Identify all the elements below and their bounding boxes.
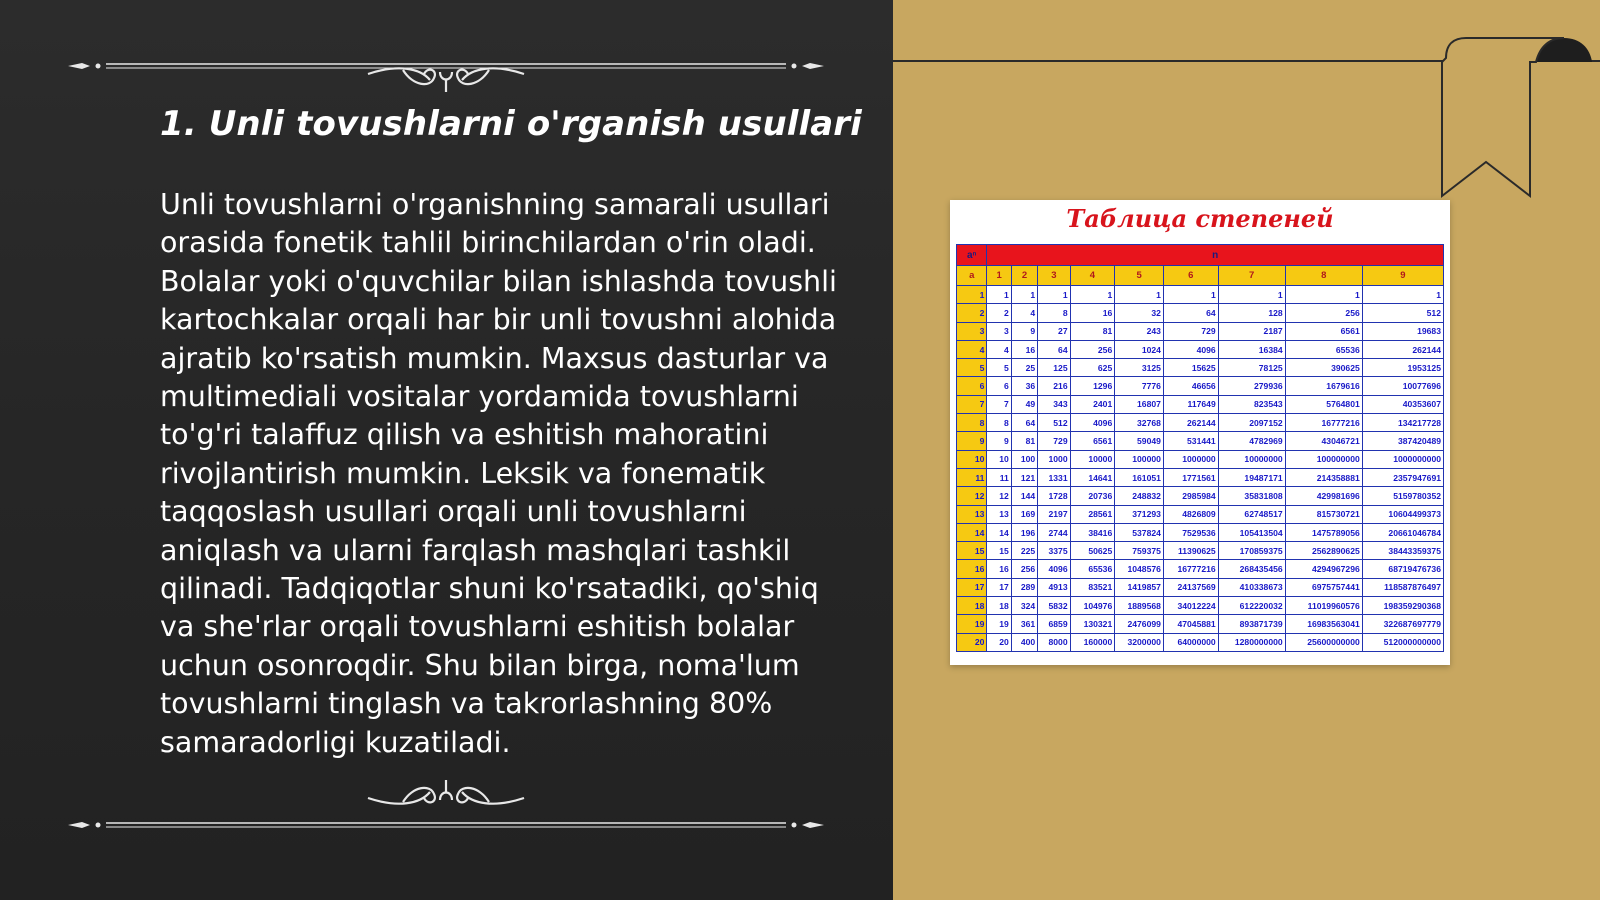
table-cell: 262144: [1362, 340, 1443, 358]
table-cell: 20736: [1070, 487, 1115, 505]
table-cell: 7: [987, 395, 1011, 413]
table-cell: 125: [1038, 359, 1070, 377]
table-cell: 196: [1011, 523, 1037, 541]
table-cell: 81: [1070, 322, 1115, 340]
table-cell: 3: [987, 322, 1011, 340]
table-cell: 1475789056: [1285, 523, 1362, 541]
table-cell: 25: [1011, 359, 1037, 377]
table-cell: 19: [987, 615, 1011, 633]
table-cell: 1419857: [1115, 578, 1164, 596]
base-cell: 7: [957, 395, 987, 413]
table-cell: 214358881: [1285, 468, 1362, 486]
table-cell: 1889568: [1115, 597, 1164, 615]
table-cell: 4782969: [1218, 432, 1285, 450]
table-cell: 6859: [1038, 615, 1070, 633]
table-cell: 2197: [1038, 505, 1070, 523]
table-row: [957, 322, 1444, 340]
slide-title: 1. Unli tovushlarni o'rganish usullari: [160, 104, 862, 144]
base-cell: 11: [957, 468, 987, 486]
table-cell: 8: [987, 414, 1011, 432]
power-table-body: [957, 245, 1444, 652]
base-cell: 13: [957, 505, 987, 523]
table-cell: 1: [987, 286, 1011, 304]
table-cell: 4096: [1163, 340, 1218, 358]
table-cell: 16777216: [1285, 414, 1362, 432]
table-cell: 3375: [1038, 542, 1070, 560]
table-cell: 823543: [1218, 395, 1285, 413]
table-cell: 5159780352: [1362, 487, 1443, 505]
table-cell: 1000000: [1163, 450, 1218, 468]
table-cell: 1: [1011, 286, 1037, 304]
table-cell: 893871739: [1218, 615, 1285, 633]
table-cell: 4: [987, 340, 1011, 358]
table-row: [957, 304, 1444, 322]
table-cell: 2187: [1218, 322, 1285, 340]
table-cell: 62748517: [1218, 505, 1285, 523]
table-cell: 35831808: [1218, 487, 1285, 505]
base-cell: 20: [957, 633, 987, 651]
table-cell: 2744: [1038, 523, 1070, 541]
table-corner-label: aⁿ: [957, 245, 987, 266]
table-cell: 322687697779: [1362, 615, 1443, 633]
table-cell: 32: [1115, 304, 1164, 322]
table-cell: 34012224: [1163, 597, 1218, 615]
table-cell: 7776: [1115, 377, 1164, 395]
exponent-header-cell: 6: [1163, 266, 1218, 286]
table-cell: 6561: [1285, 322, 1362, 340]
table-row: [957, 542, 1444, 560]
table-cell: 243: [1115, 322, 1164, 340]
table-cell: 537824: [1115, 523, 1164, 541]
base-cell: 16: [957, 560, 987, 578]
table-cell: 5764801: [1285, 395, 1362, 413]
table-cell: 170859375: [1218, 542, 1285, 560]
table-row: [957, 432, 1444, 450]
table-cell: 100: [1011, 450, 1037, 468]
table-cell: 4096: [1038, 560, 1070, 578]
table-cell: 4: [1011, 304, 1037, 322]
table-cell: 1296: [1070, 377, 1115, 395]
table-cell: 15625: [1163, 359, 1218, 377]
table-cell: 248832: [1115, 487, 1164, 505]
table-cell: 1048576: [1115, 560, 1164, 578]
table-cell: 1771561: [1163, 468, 1218, 486]
table-cell: 10000: [1070, 450, 1115, 468]
table-cell: 16: [1070, 304, 1115, 322]
table-cell: 68719476736: [1362, 560, 1443, 578]
table-cell: 10000000: [1218, 450, 1285, 468]
table-cell: 612220032: [1218, 597, 1285, 615]
base-cell: 14: [957, 523, 987, 541]
table-cell: 32768: [1115, 414, 1164, 432]
table-row: [957, 377, 1444, 395]
exponent-header-label: n: [987, 245, 1444, 266]
table-cell: 262144: [1163, 414, 1218, 432]
table-cell: 11019960576: [1285, 597, 1362, 615]
base-cell: 1: [957, 286, 987, 304]
slide-body-text: Unli tovushlarni o'rganishning samarali usullari orasida fonetik tahlil birinchilardan o'rin oladi. Bolalar yoki o'quvchilar bilan ishlashda tovushli kartochkalar orqali har bir unli tovushni alohida ajratib ko'rsatish mumkin. Maxsus dasturlar va multimediali vositalar yordamida tovushlarni to'g'ri talaffuz qilish va eshitish mahoratini rivojlantirish mumkin. Leksik va fonematik taqqoslash usullari orqali unli tovushlarni aniqlash va ularni farqlash mashqlari tashkil qilinadi. Tadqiqotlar shuni ko'rsatadiki, qo'shiq va she'rlar orqali tovushlarni eshitish bolalar uchun osonroqdir. Shu bilan birga, noma'lum tovushlarni tinglash va takrorlashning 80% samaradorligi kuzatiladi.: [160, 188, 837, 759]
table-cell: 64: [1011, 414, 1037, 432]
table-row: [957, 560, 1444, 578]
table-cell: 19487171: [1218, 468, 1285, 486]
table-row: [957, 359, 1444, 377]
table-row: [957, 450, 1444, 468]
table-cell: 64000000: [1163, 633, 1218, 651]
table-cell: 16777216: [1163, 560, 1218, 578]
exponent-header-cell: 8: [1285, 266, 1362, 286]
table-cell: 3125: [1115, 359, 1164, 377]
base-cell: 6: [957, 377, 987, 395]
table-cell: 1: [1362, 286, 1443, 304]
table-cell: 38443359375: [1362, 542, 1443, 560]
table-cell: 18: [987, 597, 1011, 615]
table-cell: 50625: [1070, 542, 1115, 560]
table-cell: 121: [1011, 468, 1037, 486]
table-cell: 4294967296: [1285, 560, 1362, 578]
table-cell: 65536: [1285, 340, 1362, 358]
table-cell: 17: [987, 578, 1011, 596]
table-cell: 256: [1285, 304, 1362, 322]
table-cell: 198359290368: [1362, 597, 1443, 615]
table-cell: 38416: [1070, 523, 1115, 541]
base-cell: 10: [957, 450, 987, 468]
table-cell: 1000: [1038, 450, 1070, 468]
power-table: [956, 244, 1444, 652]
table-cell: 28561: [1070, 505, 1115, 523]
table-cell: 324: [1011, 597, 1037, 615]
table-cell: 83521: [1070, 578, 1115, 596]
table-cell: 343: [1038, 395, 1070, 413]
table-cell: 512: [1362, 304, 1443, 322]
table-cell: 5832: [1038, 597, 1070, 615]
table-cell: 104976: [1070, 597, 1115, 615]
table-cell: 2401: [1070, 395, 1115, 413]
table-cell: 1: [1163, 286, 1218, 304]
table-cell: 8000: [1038, 633, 1070, 651]
table-cell: 78125: [1218, 359, 1285, 377]
table-row: [957, 340, 1444, 358]
base-cell: 12: [957, 487, 987, 505]
table-cell: 36: [1011, 377, 1037, 395]
base-cell: 3: [957, 322, 987, 340]
table-cell: 1: [1285, 286, 1362, 304]
table-cell: 2476099: [1115, 615, 1164, 633]
table-row: [957, 578, 1444, 596]
table-cell: 14641: [1070, 468, 1115, 486]
table-cell: 1: [1070, 286, 1115, 304]
table-cell: 1679616: [1285, 377, 1362, 395]
bottom-ornament-divider: [68, 780, 824, 830]
table-cell: 15: [987, 542, 1011, 560]
table-cell: 43046721: [1285, 432, 1362, 450]
table-cell: 46656: [1163, 377, 1218, 395]
table-cell: 100000: [1115, 450, 1164, 468]
table-cell: 64: [1038, 340, 1070, 358]
table-cell: 16: [987, 560, 1011, 578]
table-cell: 134217728: [1362, 414, 1443, 432]
table-cell: 1331: [1038, 468, 1070, 486]
table-cell: 279936: [1218, 377, 1285, 395]
base-cell: 2: [957, 304, 987, 322]
table-cell: 7529536: [1163, 523, 1218, 541]
top-ornament-divider: [68, 42, 824, 92]
table-cell: 19683: [1362, 322, 1443, 340]
exponent-header-cell: 7: [1218, 266, 1285, 286]
table-cell: 11390625: [1163, 542, 1218, 560]
base-cell: 19: [957, 615, 987, 633]
bookmark-ribbon-icon: [1430, 34, 1600, 204]
table-cell: 815730721: [1285, 505, 1362, 523]
table-cell: 6: [987, 377, 1011, 395]
exponent-header-cell: 5: [1115, 266, 1164, 286]
power-table-image: [950, 200, 1450, 665]
table-cell: 11: [987, 468, 1011, 486]
table-cell: 1953125: [1362, 359, 1443, 377]
base-cell: 15: [957, 542, 987, 560]
table-cell: 144: [1011, 487, 1037, 505]
table-cell: 2985984: [1163, 487, 1218, 505]
table-cell: 169: [1011, 505, 1037, 523]
table-cell: 4913: [1038, 578, 1070, 596]
table-cell: 16983563041: [1285, 615, 1362, 633]
table-cell: 1: [1115, 286, 1164, 304]
table-cell: 256: [1070, 340, 1115, 358]
table-row: [957, 395, 1444, 413]
table-cell: 4826809: [1163, 505, 1218, 523]
table-cell: 1024: [1115, 340, 1164, 358]
exponent-header-cell: 9: [1362, 266, 1443, 286]
table-cell: 289: [1011, 578, 1037, 596]
table-cell: 729: [1038, 432, 1070, 450]
table-cell: 2562890625: [1285, 542, 1362, 560]
table-cell: 361: [1011, 615, 1037, 633]
table-cell: 429981696: [1285, 487, 1362, 505]
table-cell: 81: [1011, 432, 1037, 450]
table-cell: 16807: [1115, 395, 1164, 413]
table-cell: 216: [1038, 377, 1070, 395]
exponent-header-cell: 3: [1038, 266, 1070, 286]
table-cell: 371293: [1115, 505, 1164, 523]
table-cell: 3200000: [1115, 633, 1164, 651]
table-cell: 531441: [1163, 432, 1218, 450]
table-cell: 65536: [1070, 560, 1115, 578]
table-cell: 759375: [1115, 542, 1164, 560]
table-cell: 10077696: [1362, 377, 1443, 395]
table-cell: 10604499373: [1362, 505, 1443, 523]
table-cell: 4096: [1070, 414, 1115, 432]
exponent-header-cell: 2: [1011, 266, 1037, 286]
table-cell: 49: [1011, 395, 1037, 413]
table-cell: 1280000000: [1218, 633, 1285, 651]
table-cell: 10: [987, 450, 1011, 468]
table-cell: 400: [1011, 633, 1037, 651]
table-cell: 24137569: [1163, 578, 1218, 596]
table-exponent-row: [957, 266, 1444, 286]
table-cell: 12: [987, 487, 1011, 505]
table-cell: 9: [1011, 322, 1037, 340]
table-cell: 25600000000: [1285, 633, 1362, 651]
table-cell: 100000000: [1285, 450, 1362, 468]
base-cell: 18: [957, 597, 987, 615]
table-cell: 256: [1011, 560, 1037, 578]
table-cell: 20: [987, 633, 1011, 651]
table-cell: 14: [987, 523, 1011, 541]
base-cell: 17: [957, 578, 987, 596]
table-cell: 161051: [1115, 468, 1164, 486]
base-cell: 5: [957, 359, 987, 377]
table-cell: 225: [1011, 542, 1037, 560]
table-cell: 1: [1218, 286, 1285, 304]
table-cell: 5: [987, 359, 1011, 377]
table-cell: 47045881: [1163, 615, 1218, 633]
table-cell: 130321: [1070, 615, 1115, 633]
table-cell: 512: [1038, 414, 1070, 432]
table-cell: 410338673: [1218, 578, 1285, 596]
table-cell: 128: [1218, 304, 1285, 322]
table-cell: 268435456: [1218, 560, 1285, 578]
table-row: [957, 286, 1444, 304]
base-cell: 4: [957, 340, 987, 358]
table-row: [957, 487, 1444, 505]
table-cell: 117649: [1163, 395, 1218, 413]
table-cell: 625: [1070, 359, 1115, 377]
table-row: [957, 633, 1444, 651]
table-cell: 160000: [1070, 633, 1115, 651]
table-cell: 64: [1163, 304, 1218, 322]
table-header-row: [957, 245, 1444, 266]
table-row: [957, 597, 1444, 615]
table-cell: 6975757441: [1285, 578, 1362, 596]
table-row: [957, 523, 1444, 541]
table-row: [957, 615, 1444, 633]
base-cell: 8: [957, 414, 987, 432]
table-cell: 2357947691: [1362, 468, 1443, 486]
table-cell: 27: [1038, 322, 1070, 340]
table-cell: 2: [987, 304, 1011, 322]
table-cell: 20661046784: [1362, 523, 1443, 541]
exponent-header-cell: 4: [1070, 266, 1115, 286]
table-cell: 105413504: [1218, 523, 1285, 541]
table-cell: 2097152: [1218, 414, 1285, 432]
table-cell: 1728: [1038, 487, 1070, 505]
table-row: [957, 468, 1444, 486]
base-cell: 9: [957, 432, 987, 450]
table-cell: 13: [987, 505, 1011, 523]
table-cell: 40353607: [1362, 395, 1443, 413]
table-cell: 1: [1038, 286, 1070, 304]
table-cell: 512000000000: [1362, 633, 1443, 651]
table-cell: 729: [1163, 322, 1218, 340]
table-row: [957, 505, 1444, 523]
table-cell: 59049: [1115, 432, 1164, 450]
table-row: [957, 414, 1444, 432]
table-cell: 1000000000: [1362, 450, 1443, 468]
base-header-label: a: [957, 266, 987, 286]
table-cell: 390625: [1285, 359, 1362, 377]
table-cell: 16384: [1218, 340, 1285, 358]
table-cell: 387420489: [1362, 432, 1443, 450]
table-cell: 118587876497: [1362, 578, 1443, 596]
table-cell: 8: [1038, 304, 1070, 322]
table-cell: 16: [1011, 340, 1037, 358]
exponent-header-cell: 1: [987, 266, 1011, 286]
table-cell: 6561: [1070, 432, 1115, 450]
power-table-title: Таблица степеней: [1066, 204, 1334, 233]
table-cell: 9: [987, 432, 1011, 450]
